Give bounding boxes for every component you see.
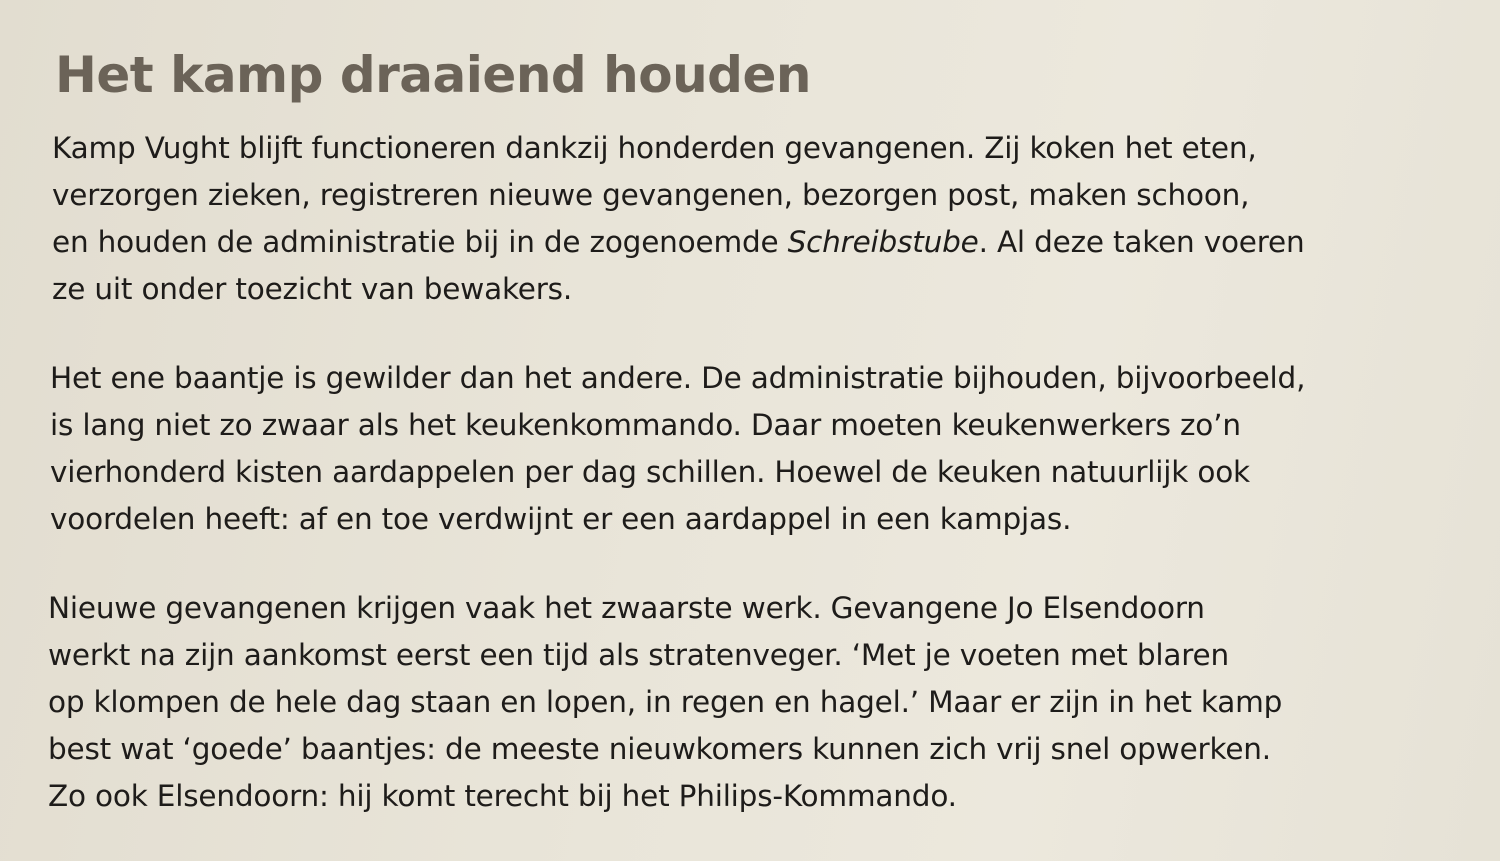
paragraph-line: Nieuwe gevangenen krijgen vaak het zwaarste werk. Gevangene Jo Elsendoorn (48, 591, 1205, 625)
italic-term: Schreibstube (787, 225, 979, 259)
paragraph-line: op klompen de hele dag staan en lopen, in regen en hagel.’ Maar er zijn in het kamp (48, 685, 1283, 719)
paragraph-line: werkt na zijn aankomst eerst een tijd als stratenveger. ‘Met je voeten met blaren (48, 638, 1229, 672)
paragraph-line (52, 219, 1304, 266)
panel-title: Het kamp draaiend houden (55, 46, 811, 104)
text-segment: . Al deze taken voeren (978, 225, 1305, 259)
paragraph-line: Zo ook Elsendoorn: hij komt terecht bij het Philips-Kommando. (48, 779, 957, 813)
paragraph-3 (48, 585, 1282, 820)
paragraph-line: vierhonderd kisten aardappelen per dag schillen. Hoewel de keuken natuurlijk ook (50, 455, 1250, 489)
paragraph-2 (50, 355, 1305, 543)
paragraph-line: is lang niet zo zwaar als het keukenkommando. Daar moeten keukenwerkers zo’n (50, 408, 1241, 442)
paragraph-line: best wat ‘goede’ baantjes: de meeste nieuwkomers kunnen zich vrij snel opwerken. (48, 732, 1271, 766)
paragraph-line: Het ene baantje is gewilder dan het andere. De administratie bijhouden, bijvoorbeeld, (50, 361, 1306, 395)
text-segment: en houden de administratie bij in de zogenoemde (52, 225, 788, 259)
paragraph-line: Kamp Vught blijft functioneren dankzij honderden gevangenen. Zij koken het eten, (52, 131, 1257, 165)
paragraph-line: verzorgen zieken, registreren nieuwe gevangenen, bezorgen post, maken schoon, (52, 178, 1250, 212)
paragraph-line: ze uit onder toezicht van bewakers. (52, 272, 573, 306)
paragraph-line: voordelen heeft: af en toe verdwijnt er een aardappel in een kampjas. (50, 502, 1072, 536)
paragraph-1 (52, 125, 1304, 313)
